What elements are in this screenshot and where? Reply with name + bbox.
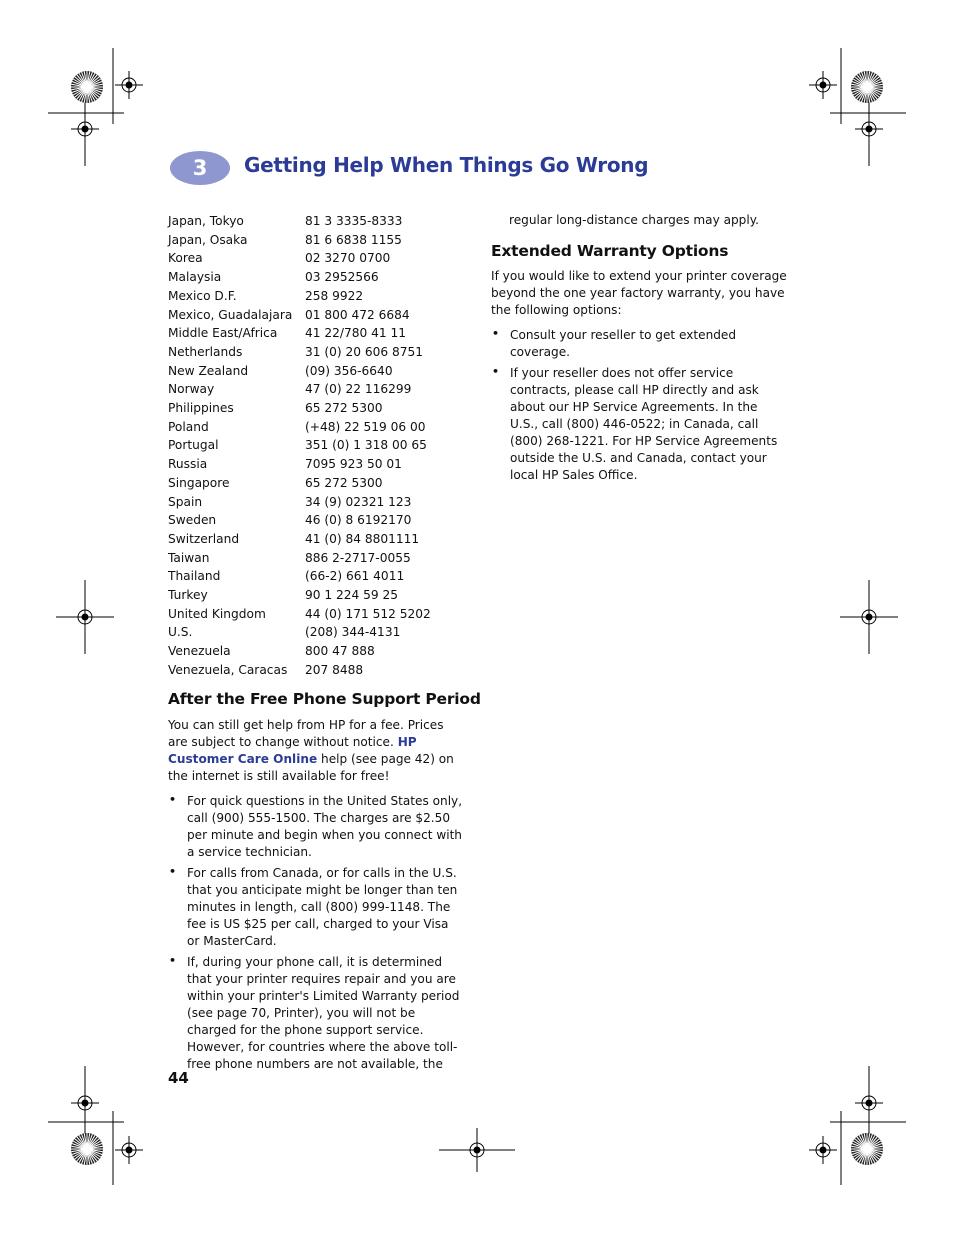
table-row — [168, 212, 431, 231]
table-row — [168, 231, 431, 250]
phone-number: (66-2) 661 4011 — [305, 569, 405, 584]
country-name: Switzerland — [168, 531, 240, 546]
phone-number: 31 (0) 20 606 8751 — [305, 344, 424, 359]
table-row — [168, 268, 431, 287]
list-item: • Consult your reseller to get extended coverage. — [492, 327, 737, 359]
phone-number: (+48) 22 519 06 00 — [305, 419, 426, 434]
phone-number: 02 3270 0700 — [305, 251, 391, 266]
country-name: New Zealand — [168, 363, 249, 378]
after-free-intro-text-2: help (see page 42) on the internet is still available for free! — [168, 752, 454, 783]
phone-number: 81 6 6838 1155 — [305, 232, 402, 247]
country-name: Middle East/Africa — [168, 326, 278, 341]
table-row — [168, 605, 431, 624]
country-name: Poland — [168, 419, 209, 434]
phone-number: 65 272 5300 — [305, 401, 383, 416]
list-item: • For quick questions in the United States only, call (900) 555-1500. The charges are $2.50 per minute and begin when you connect with a service technician. — [169, 793, 463, 859]
registration-starburst-icon — [851, 71, 883, 103]
extended-warranty-intro: If you would like to extend your printer coverage beyond the one year factory warranty, you have the following options: — [491, 269, 787, 317]
country-name: Thailand — [168, 569, 221, 584]
phone-number: 207 8488 — [305, 662, 364, 677]
bullet-icon: • — [169, 793, 177, 806]
phone-number: 90 1 224 59 25 — [305, 588, 399, 603]
table-row — [168, 493, 431, 512]
list-item: • For calls from Canada, or for calls in the U.S. that you anticipate might be longer than ten minutes in length, call (800) 999-1148. The fee is US $25 per call, charged to your Visa or MasterCard. — [169, 865, 458, 948]
hp-customer-care-online-link[interactable]: HP Customer Care Online — [168, 735, 417, 766]
phone-number: 44 (0) 171 512 5202 — [305, 606, 431, 621]
phone-number: 886 2-2717-0055 — [305, 550, 411, 565]
bullet-icon: • — [169, 865, 177, 878]
page-number: 44 — [168, 1069, 189, 1087]
phone-number: 46 (0) 8 6192170 — [305, 513, 412, 528]
table-row — [168, 586, 431, 605]
table-row — [168, 287, 431, 306]
phone-number: 800 47 888 — [305, 644, 375, 659]
country-name: Malaysia — [168, 270, 222, 285]
after-free-intro-text: You can still get help from HP for a fee. Prices are subject to change without notice. — [168, 718, 444, 749]
phone-number: 34 (9) 02321 123 — [305, 494, 412, 509]
table-row — [168, 399, 431, 418]
country-name: Venezuela, Caracas — [168, 662, 288, 677]
country-name: Netherlands — [168, 344, 243, 359]
country-name: Portugal — [168, 438, 219, 453]
country-name: Venezuela — [168, 644, 231, 659]
country-name: Mexico, Guadalajara — [168, 307, 293, 322]
list-item: • If, during your phone call, it is determined that your printer requires repair and you are within your printer's Limited Warranty period (see page 70, Printer), you will not be charged for the phone support service. However, for countries where the above toll-free phone numbers are not available, the — [169, 954, 460, 1071]
chapter-number-badge: 3 — [170, 151, 230, 185]
country-name: Japan, Tokyo — [168, 214, 244, 228]
table-row — [168, 623, 431, 642]
after-free-bullet-list — [168, 793, 464, 1077]
after-free-support-heading: After the Free Phone Support Period — [168, 690, 481, 708]
country-name: Singapore — [168, 475, 230, 490]
phone-number: 258 9922 — [305, 288, 364, 303]
phone-number: (208) 344-4131 — [305, 625, 401, 640]
country-name: Norway — [168, 382, 215, 397]
table-row — [168, 661, 431, 680]
country-name: Japan, Osaka — [168, 232, 248, 247]
table-row — [168, 324, 431, 343]
continuation-text: regular long-distance charges may apply. — [509, 213, 759, 227]
country-name: Russia — [168, 457, 208, 472]
after-free-intro — [168, 717, 464, 785]
country-name: Taiwan — [168, 550, 210, 565]
phone-support-table — [168, 212, 431, 680]
country-name: Spain — [168, 494, 203, 509]
country-name: U.S. — [168, 625, 193, 640]
phone-number: 03 2952566 — [305, 270, 379, 285]
table-row — [168, 530, 431, 549]
table-row — [168, 249, 431, 268]
registration-starburst-icon — [851, 1133, 883, 1165]
phone-number: 351 (0) 1 318 00 65 — [305, 438, 427, 453]
bullet-icon: • — [169, 954, 177, 967]
phone-number: (09) 356-6640 — [305, 363, 393, 378]
phone-number: 81 3 3335-8333 — [305, 214, 403, 228]
phone-number: 65 272 5300 — [305, 475, 383, 490]
bullet-icon: • — [492, 327, 500, 340]
table-row — [168, 455, 431, 474]
extended-warranty-heading: Extended Warranty Options — [491, 242, 729, 260]
table-row — [168, 567, 431, 586]
table-row — [168, 549, 431, 568]
phone-number: 47 (0) 22 116299 — [305, 382, 412, 397]
table-row — [168, 418, 431, 437]
table-row — [168, 380, 431, 399]
phone-number: 41 (0) 84 8801111 — [305, 531, 420, 546]
table-row — [168, 511, 431, 530]
registration-starburst-icon — [71, 71, 103, 103]
country-name: Sweden — [168, 513, 217, 528]
phone-number: 41 22/780 41 11 — [305, 326, 407, 341]
phone-number: 7095 923 50 01 — [305, 457, 402, 472]
list-item: • If your reseller does not offer service contracts, please call HP directly and ask about our HP Service Agreements. In the U.S., call (800) 446-0522; in Canada, call (800) 268-1221. For HP Service Agreements outside the U.S. and Canada, contact your local HP Sales Office. — [492, 365, 778, 482]
table-row — [168, 343, 431, 362]
country-name: Philippines — [168, 401, 234, 416]
registration-starburst-icon — [71, 1133, 103, 1165]
table-row — [168, 306, 431, 325]
country-name: United Kingdom — [168, 606, 266, 621]
table-row — [168, 642, 431, 661]
table-row — [168, 362, 431, 381]
chapter-title: Getting Help When Things Go Wrong — [244, 153, 649, 177]
table-row — [168, 436, 431, 455]
phone-number: 01 800 472 6684 — [305, 307, 410, 322]
country-name: Turkey — [168, 588, 208, 603]
country-name: Mexico D.F. — [168, 288, 237, 303]
extended-warranty-bullet-list — [491, 327, 787, 488]
bullet-icon: • — [492, 365, 500, 378]
country-name: Korea — [168, 251, 203, 266]
table-row — [168, 474, 431, 493]
